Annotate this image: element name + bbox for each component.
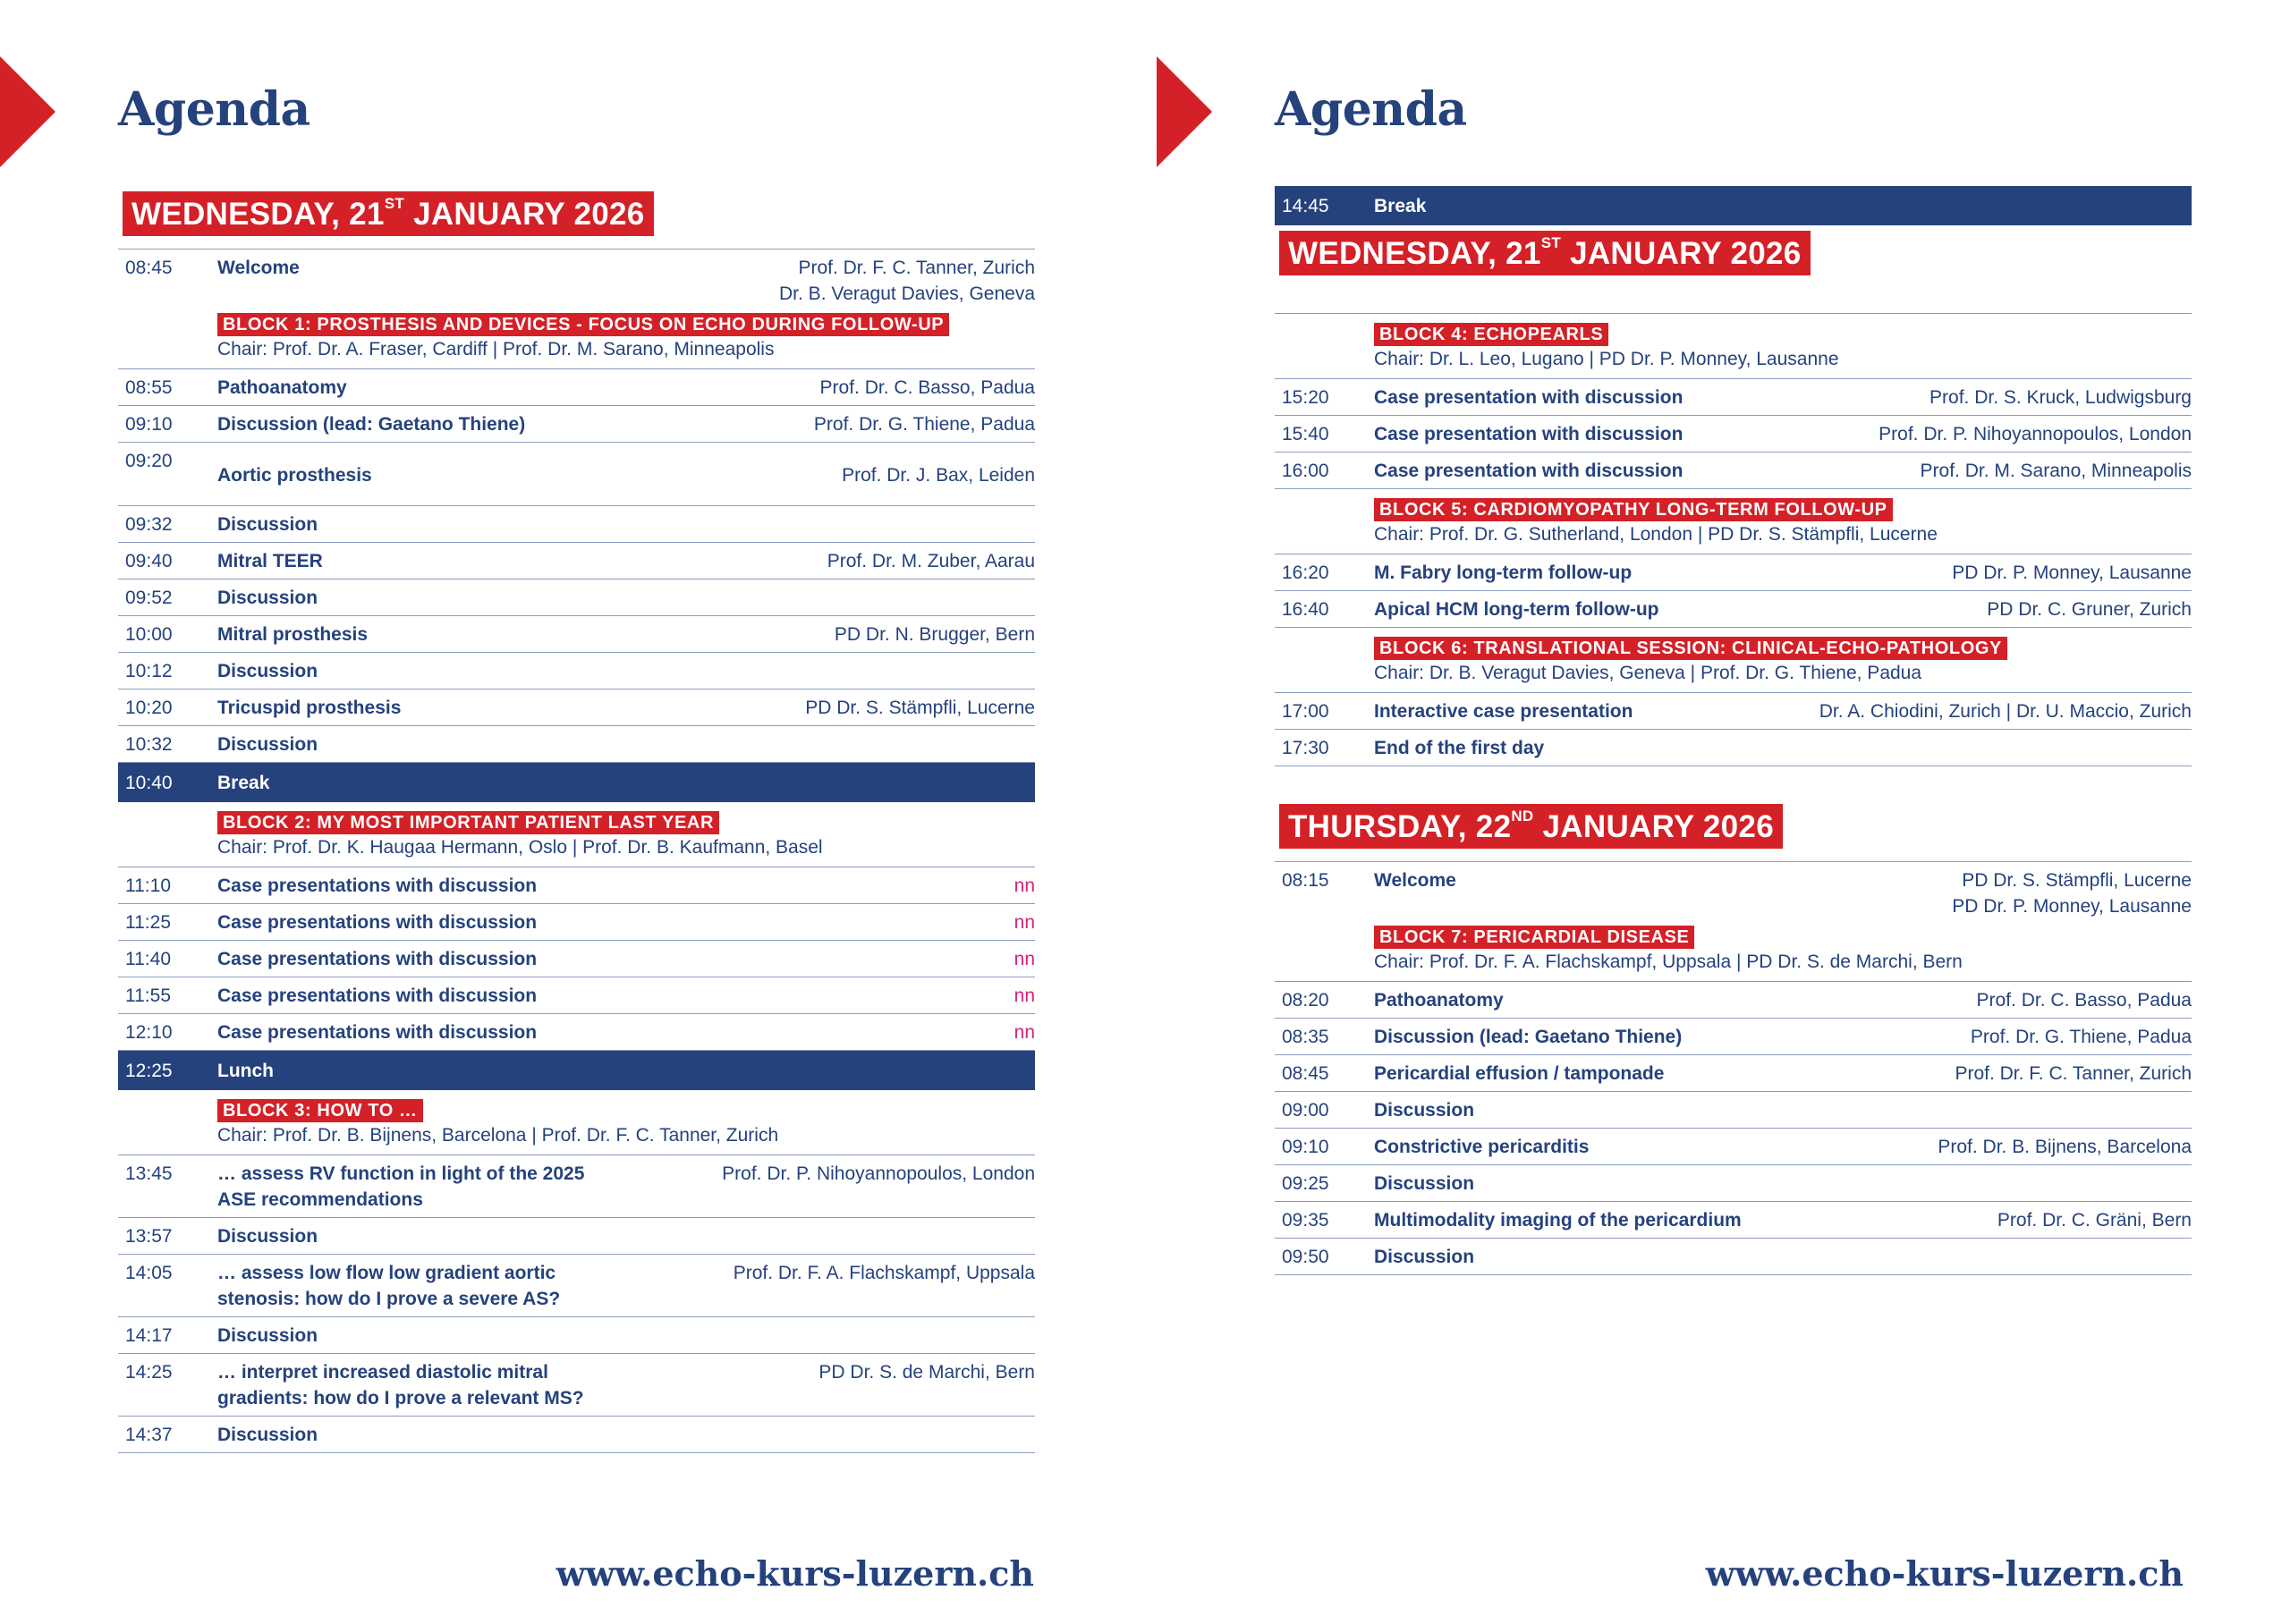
block-label: BLOCK 2: MY MOST IMPORTANT PATIENT LAST YEAR	[217, 811, 719, 834]
speaker: PD Dr. S. Stämpfli, Lucerne	[805, 698, 1035, 718]
agenda-row	[118, 904, 1035, 941]
agenda-row-discussion	[118, 1218, 1035, 1255]
title-line: … assess low flow low gradient aortic	[217, 1263, 556, 1283]
time: 10:00	[125, 624, 173, 645]
block-7	[1275, 924, 2192, 982]
speaker: Prof. Dr. M. Zuber, Aarau	[827, 551, 1035, 571]
agenda-row-ms	[118, 1354, 1035, 1417]
speaker: PD Dr. C. Gruner, Zurich	[1987, 599, 2192, 620]
time: 08:20	[1282, 990, 1329, 1011]
agenda-row	[118, 867, 1035, 904]
time: 08:15	[1282, 870, 1329, 891]
speaker: Prof. Dr. M. Sarano, Minneapolis	[1920, 461, 2192, 481]
day-header-text: WEDNESDAY, 21	[1288, 236, 1541, 271]
time: 09:20	[125, 451, 173, 471]
session-title: Discussion	[217, 661, 318, 681]
block-chair: Chair: Dr. L. Leo, Lugano | PD Dr. P. Monney, Lausanne	[1374, 349, 1839, 369]
break-row	[118, 763, 1035, 802]
time: 14:05	[125, 1263, 173, 1283]
speaker: nn	[1014, 912, 1035, 933]
time: 16:20	[1282, 562, 1329, 583]
block-label: BLOCK 4: ECHOPEARLS	[1374, 323, 1608, 346]
session-title: M. Fabry long-term follow-up	[1374, 562, 1633, 583]
page-title: Agenda	[118, 82, 310, 137]
session-title: End of the first day	[1374, 738, 1545, 758]
agenda-row	[118, 941, 1035, 977]
agenda-row	[118, 653, 1035, 689]
session-title	[217, 1359, 818, 1411]
agenda-row	[1275, 591, 2192, 628]
agenda-row	[1275, 1202, 2192, 1239]
agenda-row	[1275, 453, 2192, 489]
speaker: PD Dr. S. de Marchi, Bern	[818, 1362, 1035, 1383]
agenda-row	[1275, 982, 2192, 1019]
speaker	[779, 255, 1035, 307]
session-title: Break	[217, 773, 270, 793]
time: 08:55	[125, 377, 173, 398]
session-title: Discussion	[217, 1425, 318, 1445]
session-title: Discussion (lead: Gaetano Thiene)	[217, 414, 526, 435]
time: 17:30	[1282, 738, 1329, 758]
day-header-suffix: ND	[1511, 808, 1534, 825]
block-3	[118, 1090, 1035, 1155]
time: 10:40	[125, 773, 173, 793]
schedule-day1-part2-day2	[1275, 186, 2192, 1275]
time: 11:55	[125, 985, 171, 1006]
session-title: Discussion	[1374, 1173, 1475, 1194]
speaker-line: Prof. Dr. F. C. Tanner, Zurich	[798, 258, 1035, 278]
speaker: Dr. A. Chiodini, Zurich | Dr. U. Maccio, Zurich	[1819, 701, 2192, 722]
speaker: Prof. Dr. C. Gräni, Bern	[1997, 1210, 2192, 1231]
speaker: Prof. Dr. P. Nihoyannopoulos, London	[722, 1163, 1035, 1184]
session-title: Discussion	[217, 734, 318, 755]
session-title: Mitral prosthesis	[217, 624, 369, 645]
schedule-day1-part1	[118, 191, 1035, 1453]
session-title: Case presentations with discussion	[217, 912, 538, 933]
agenda-row	[1275, 693, 2192, 730]
speaker-line: PD Dr. P. Monney, Lausanne	[1952, 896, 2192, 917]
session-title: Case presentation with discussion	[1374, 461, 1684, 481]
agenda-row-welcome	[1275, 862, 2192, 924]
agenda-row	[118, 543, 1035, 579]
day-header-thursday	[1279, 804, 1783, 849]
block-4	[1275, 314, 2192, 379]
session-title: Pathoanatomy	[1374, 990, 1504, 1011]
spacer	[1275, 766, 2192, 804]
agenda-row	[118, 726, 1035, 763]
session-title: Case presentations with discussion	[217, 985, 538, 1006]
time: 09:25	[1282, 1173, 1329, 1194]
day-header-text-end: JANUARY 2026	[404, 197, 645, 232]
agenda-row	[118, 689, 1035, 726]
agenda-row-aortic	[118, 443, 1035, 506]
session-title: Constrictive pericarditis	[1374, 1137, 1590, 1157]
session-title: Discussion (lead: Gaetano Thiene)	[1374, 1027, 1683, 1047]
agenda-row	[118, 369, 1035, 406]
speaker-line: PD Dr. S. Stämpfli, Lucerne	[1962, 870, 2192, 891]
title-line: ASE recommendations	[217, 1189, 423, 1210]
time: 12:25	[125, 1061, 173, 1081]
agenda-row	[1275, 1092, 2192, 1129]
time: 10:20	[125, 698, 173, 718]
session-title: Pericardial effusion / tamponade	[1374, 1063, 1665, 1084]
time: 08:45	[1282, 1063, 1329, 1084]
website-url[interactable]: www.echo-kurs-luzern.ch	[556, 1553, 1034, 1594]
time: 09:10	[1282, 1137, 1329, 1157]
title-line: stenosis: how do I prove a severe AS?	[217, 1289, 561, 1309]
day-header-suffix: ST	[1540, 234, 1562, 251]
block-label: BLOCK 1: PROSTHESIS AND DEVICES - FOCUS ON ECHO DURING FOLLOW-UP	[217, 313, 949, 336]
time: 09:52	[125, 588, 173, 608]
day-header-suffix: ST	[384, 195, 405, 212]
time: 08:35	[1282, 1027, 1329, 1047]
time: 11:10	[125, 875, 171, 896]
agenda-row	[1275, 1129, 2192, 1165]
day-header-text-end: JANUARY 2026	[1561, 236, 1802, 271]
day-header-wednesday	[1279, 231, 1811, 275]
block-1	[118, 311, 1035, 369]
agenda-row	[1275, 1019, 2192, 1055]
agenda-row	[118, 579, 1035, 616]
speaker: Prof. Dr. G. Thiene, Padua	[813, 414, 1035, 435]
agenda-row-discussion	[118, 1417, 1035, 1453]
day-header-wrap	[118, 191, 1035, 250]
title-line: gradients: how do I prove a relevant MS?	[217, 1388, 584, 1408]
session-title: Aortic prosthesis	[217, 465, 372, 486]
session-title: Discussion	[217, 1226, 318, 1247]
red-arrow-marker	[0, 56, 55, 167]
block-label: BLOCK 3: HOW TO …	[217, 1099, 423, 1122]
session-title: Discussion	[217, 588, 318, 608]
session-title: Discussion	[217, 1325, 318, 1346]
agenda-row	[118, 977, 1035, 1014]
session-title: Pathoanatomy	[217, 377, 347, 398]
block-label: BLOCK 5: CARDIOMYOPATHY LONG-TERM FOLLOW-UP	[1374, 498, 1893, 521]
block-2	[118, 802, 1035, 867]
speaker: nn	[1014, 949, 1035, 969]
session-title: Case presentations with discussion	[217, 875, 538, 896]
block-chair: Chair: Prof. Dr. A. Fraser, Cardiff | Prof. Dr. M. Sarano, Minneapolis	[217, 339, 775, 359]
time: 14:45	[1282, 196, 1329, 216]
speaker: Prof. Dr. G. Thiene, Padua	[1970, 1027, 2192, 1047]
speaker: nn	[1014, 1022, 1035, 1043]
time: 15:40	[1282, 424, 1329, 444]
speaker: Prof. Dr. F. A. Flachskampf, Uppsala	[733, 1263, 1035, 1283]
session-title	[217, 1161, 722, 1213]
session-title: Discussion	[217, 514, 318, 535]
time: 13:45	[125, 1163, 173, 1184]
block-label: BLOCK 7: PERICARDIAL DISEASE	[1374, 926, 1694, 949]
agenda-row-welcome	[118, 250, 1035, 311]
session-title: Multimodality imaging of the pericardium	[1374, 1210, 1742, 1231]
agenda-row	[1275, 1165, 2192, 1202]
speaker: PD Dr. N. Brugger, Bern	[834, 624, 1035, 645]
day-header-text: WEDNESDAY, 21	[131, 197, 385, 232]
session-title: Case presentations with discussion	[217, 949, 538, 969]
session-title	[217, 1260, 734, 1312]
session-title: Interactive case presentation	[1374, 701, 1633, 722]
speaker: Prof. Dr. P. Nihoyannopoulos, London	[1879, 424, 2192, 444]
speaker: Prof. Dr. J. Bax, Leiden	[842, 465, 1035, 486]
time: 10:12	[125, 661, 173, 681]
time: 09:10	[125, 414, 173, 435]
time: 09:35	[1282, 1210, 1329, 1231]
time: 17:00	[1282, 701, 1329, 722]
session-title: Lunch	[217, 1061, 274, 1081]
time: 09:50	[1282, 1247, 1329, 1267]
page-title: Agenda	[1275, 82, 1467, 137]
speaker: PD Dr. P. Monney, Lausanne	[1952, 562, 2192, 583]
day-header-text-end: JANUARY 2026	[1533, 809, 1774, 844]
session-title: Welcome	[1374, 870, 1456, 891]
agenda-row	[118, 616, 1035, 653]
day-header-wednesday	[123, 191, 654, 236]
title-line: … assess RV function in light of the 2025	[217, 1163, 585, 1184]
agenda-row	[118, 1014, 1035, 1051]
time: 10:32	[125, 734, 173, 755]
day-header-wrap	[1275, 225, 2192, 314]
time: 15:20	[1282, 387, 1329, 408]
time: 09:32	[125, 514, 173, 535]
session-title: Case presentations with discussion	[217, 1022, 538, 1043]
speaker: Prof. Dr. B. Bijnens, Barcelona	[1938, 1137, 2192, 1157]
time: 09:00	[1282, 1100, 1329, 1121]
break-row	[1275, 186, 2192, 225]
agenda-row	[1275, 730, 2192, 766]
session-title: Case presentation with discussion	[1374, 424, 1684, 444]
time: 13:57	[125, 1226, 173, 1247]
block-5	[1275, 489, 2192, 554]
session-title: Welcome	[217, 258, 300, 278]
session-title: Discussion	[1374, 1100, 1475, 1121]
agenda-row	[1275, 379, 2192, 416]
agenda-row	[1275, 1055, 2192, 1092]
speaker: Prof. Dr. C. Basso, Padua	[1976, 990, 2192, 1011]
speaker: nn	[1014, 875, 1035, 896]
block-chair: Chair: Prof. Dr. B. Bijnens, Barcelona | Prof. Dr. F. C. Tanner, Zurich	[217, 1125, 779, 1146]
title-line: … interpret increased diastolic mitral	[217, 1362, 548, 1383]
speaker: Prof. Dr. S. Kruck, Ludwigsburg	[1930, 387, 2192, 408]
speaker: Prof. Dr. F. C. Tanner, Zurich	[1955, 1063, 2192, 1084]
block-chair: Chair: Prof. Dr. G. Sutherland, London | PD Dr. S. Stämpfli, Lucerne	[1374, 524, 1938, 545]
agenda-row-rv	[118, 1155, 1035, 1218]
session-title: Apical HCM long-term follow-up	[1374, 599, 1659, 620]
session-title: Case presentation with discussion	[1374, 387, 1684, 408]
agenda-row-discussion	[118, 1317, 1035, 1354]
time: 16:40	[1282, 599, 1329, 620]
red-arrow-marker	[1157, 56, 1212, 167]
time: 11:40	[125, 949, 171, 969]
time: 12:10	[125, 1022, 173, 1043]
block-label: BLOCK 6: TRANSLATIONAL SESSION: CLINICAL-ECHO-PATHOLOGY	[1374, 637, 2007, 660]
session-title: Tricuspid prosthesis	[217, 698, 402, 718]
time: 14:17	[125, 1325, 173, 1346]
time: 16:00	[1282, 461, 1329, 481]
agenda-row	[1275, 416, 2192, 453]
time: 09:40	[125, 551, 173, 571]
speaker	[1952, 867, 2192, 919]
day-header-text: THURSDAY, 22	[1288, 809, 1512, 844]
day-header-wrap	[1275, 804, 2192, 862]
block-chair: Chair: Prof. Dr. K. Haugaa Hermann, Oslo | Prof. Dr. B. Kaufmann, Basel	[217, 837, 823, 858]
agenda-row	[1275, 554, 2192, 591]
agenda-page-right	[1157, 0, 2290, 1624]
lunch-row	[118, 1051, 1035, 1090]
time: 11:25	[125, 912, 171, 933]
speaker: Prof. Dr. C. Basso, Padua	[819, 377, 1035, 398]
session-title: Discussion	[1374, 1247, 1475, 1267]
block-chair: Chair: Dr. B. Veragut Davies, Geneva | Prof. Dr. G. Thiene, Padua	[1374, 663, 1922, 683]
agenda-row	[1275, 1239, 2192, 1275]
agenda-row-as	[118, 1255, 1035, 1317]
agenda-row	[118, 406, 1035, 443]
speaker: nn	[1014, 985, 1035, 1006]
time: 08:45	[125, 258, 173, 278]
block-6	[1275, 628, 2192, 693]
time: 14:37	[125, 1425, 173, 1445]
website-url[interactable]: www.echo-kurs-luzern.ch	[1705, 1553, 2184, 1594]
agenda-row	[118, 506, 1035, 543]
speaker-line: Dr. B. Veragut Davies, Geneva	[779, 283, 1035, 304]
session-title: Break	[1374, 196, 1427, 216]
time: 14:25	[125, 1362, 173, 1383]
block-chair: Chair: Prof. Dr. F. A. Flachskampf, Uppsala | PD Dr. S. de Marchi, Bern	[1374, 952, 1963, 972]
session-title: Mitral TEER	[217, 551, 323, 571]
